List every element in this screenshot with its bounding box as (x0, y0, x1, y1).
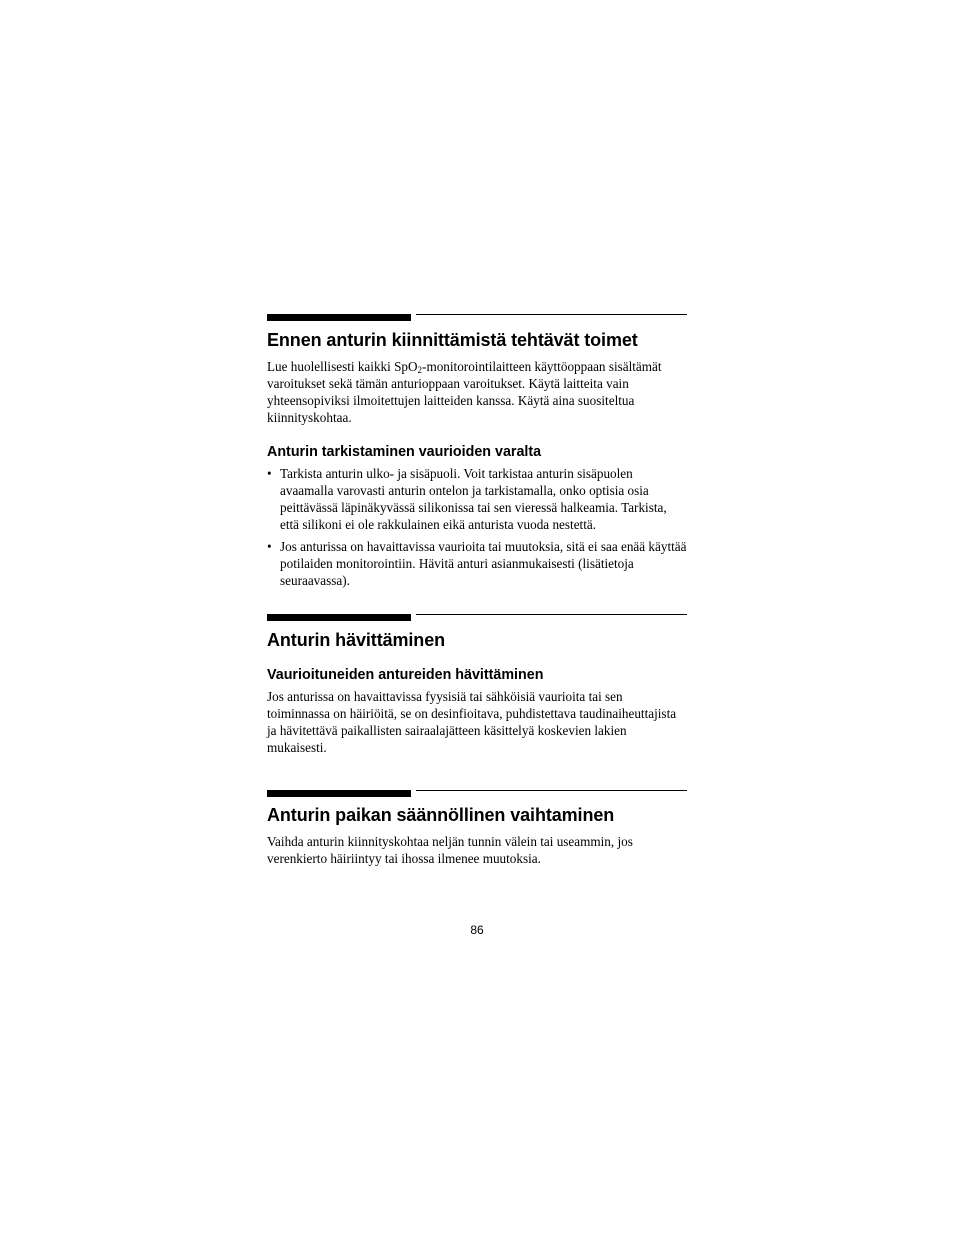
rule-thick-bar (267, 790, 411, 797)
section-rule-1 (267, 314, 687, 322)
rule-thin-line (416, 790, 687, 791)
inspection-list (267, 465, 687, 589)
rule-thick-bar (267, 614, 411, 621)
page-number: 86 (470, 923, 484, 937)
subsection-title-damaged-disposal: Vaurioituneiden antureiden hävittäminen (267, 667, 544, 683)
disposal-paragraph: Jos anturissa on havaittavissa fyysisiä tai sähköisiä vaurioita tai sen toiminnassa on häiriöitä, se on desinfioitava, puhdistettava taudinaiheuttajista ja hävitettävä paikallisten sairaalajätteen käsittelyä koskevien lakien mukaisesti. (267, 689, 677, 755)
section-site-change (267, 804, 687, 867)
list-item: • Jos anturissa on havaittavissa vaurioita tai muutoksia, sitä ei saa enää käyttää potilaiden monitorointiin. Hävitä anturi asianmukaisesti (lisätietoja seuraavassa). (267, 539, 687, 588)
section-title-before-attaching: Ennen anturin kiinnittämistä tehtävät toimet (267, 330, 638, 350)
section-disposal (267, 629, 687, 756)
site-change-paragraph: Vaihda anturin kiinnityskohtaa neljän tunnin välein tai useammin, jos verenkierto häiriintyy tai ihossa ilmenee muutoksia. (267, 834, 633, 866)
bullet-icon: • (267, 539, 272, 554)
list-item: • Tarkista anturin ulko- ja sisäpuoli. Voit tarkistaa anturin sisäpuolen avaamalla varovasti anturin ontelon ja tarkistamalla, onko optisia osia peittävässä läpinäkyvässä silikonissa tai sen vieressä halkeamia. Tarkista, että silikoni ei ole rakkulainen eikä anturista vuoda nestettä. (267, 466, 667, 532)
section-title-site-change: Anturin paikan säännöllinen vaihtaminen (267, 805, 615, 825)
bullet-icon: • (267, 466, 272, 481)
rule-thin-line (416, 314, 687, 315)
section-before-attaching (267, 329, 687, 589)
section-rule-2 (267, 614, 687, 622)
section-rule-3 (267, 790, 687, 798)
rule-thin-line (416, 614, 687, 615)
rule-thick-bar (267, 314, 411, 321)
subsection-title-inspect-damage: Anturin tarkistaminen vaurioiden varalta (267, 444, 542, 460)
intro-paragraph: Lue huolellisesti kaikki SpO$_2$-monitorointilaitteen käyttöoppaan sisältämät varoitukset sekä tämän anturioppaan varoitukset. Käytä laitteita vain yhteensopiviksi ilmoitettujen laitteiden kanssa. Käytä aina suositeltua kiinnityskohtaa. (267, 359, 662, 425)
section-title-disposal: Anturin hävittäminen (267, 630, 446, 650)
